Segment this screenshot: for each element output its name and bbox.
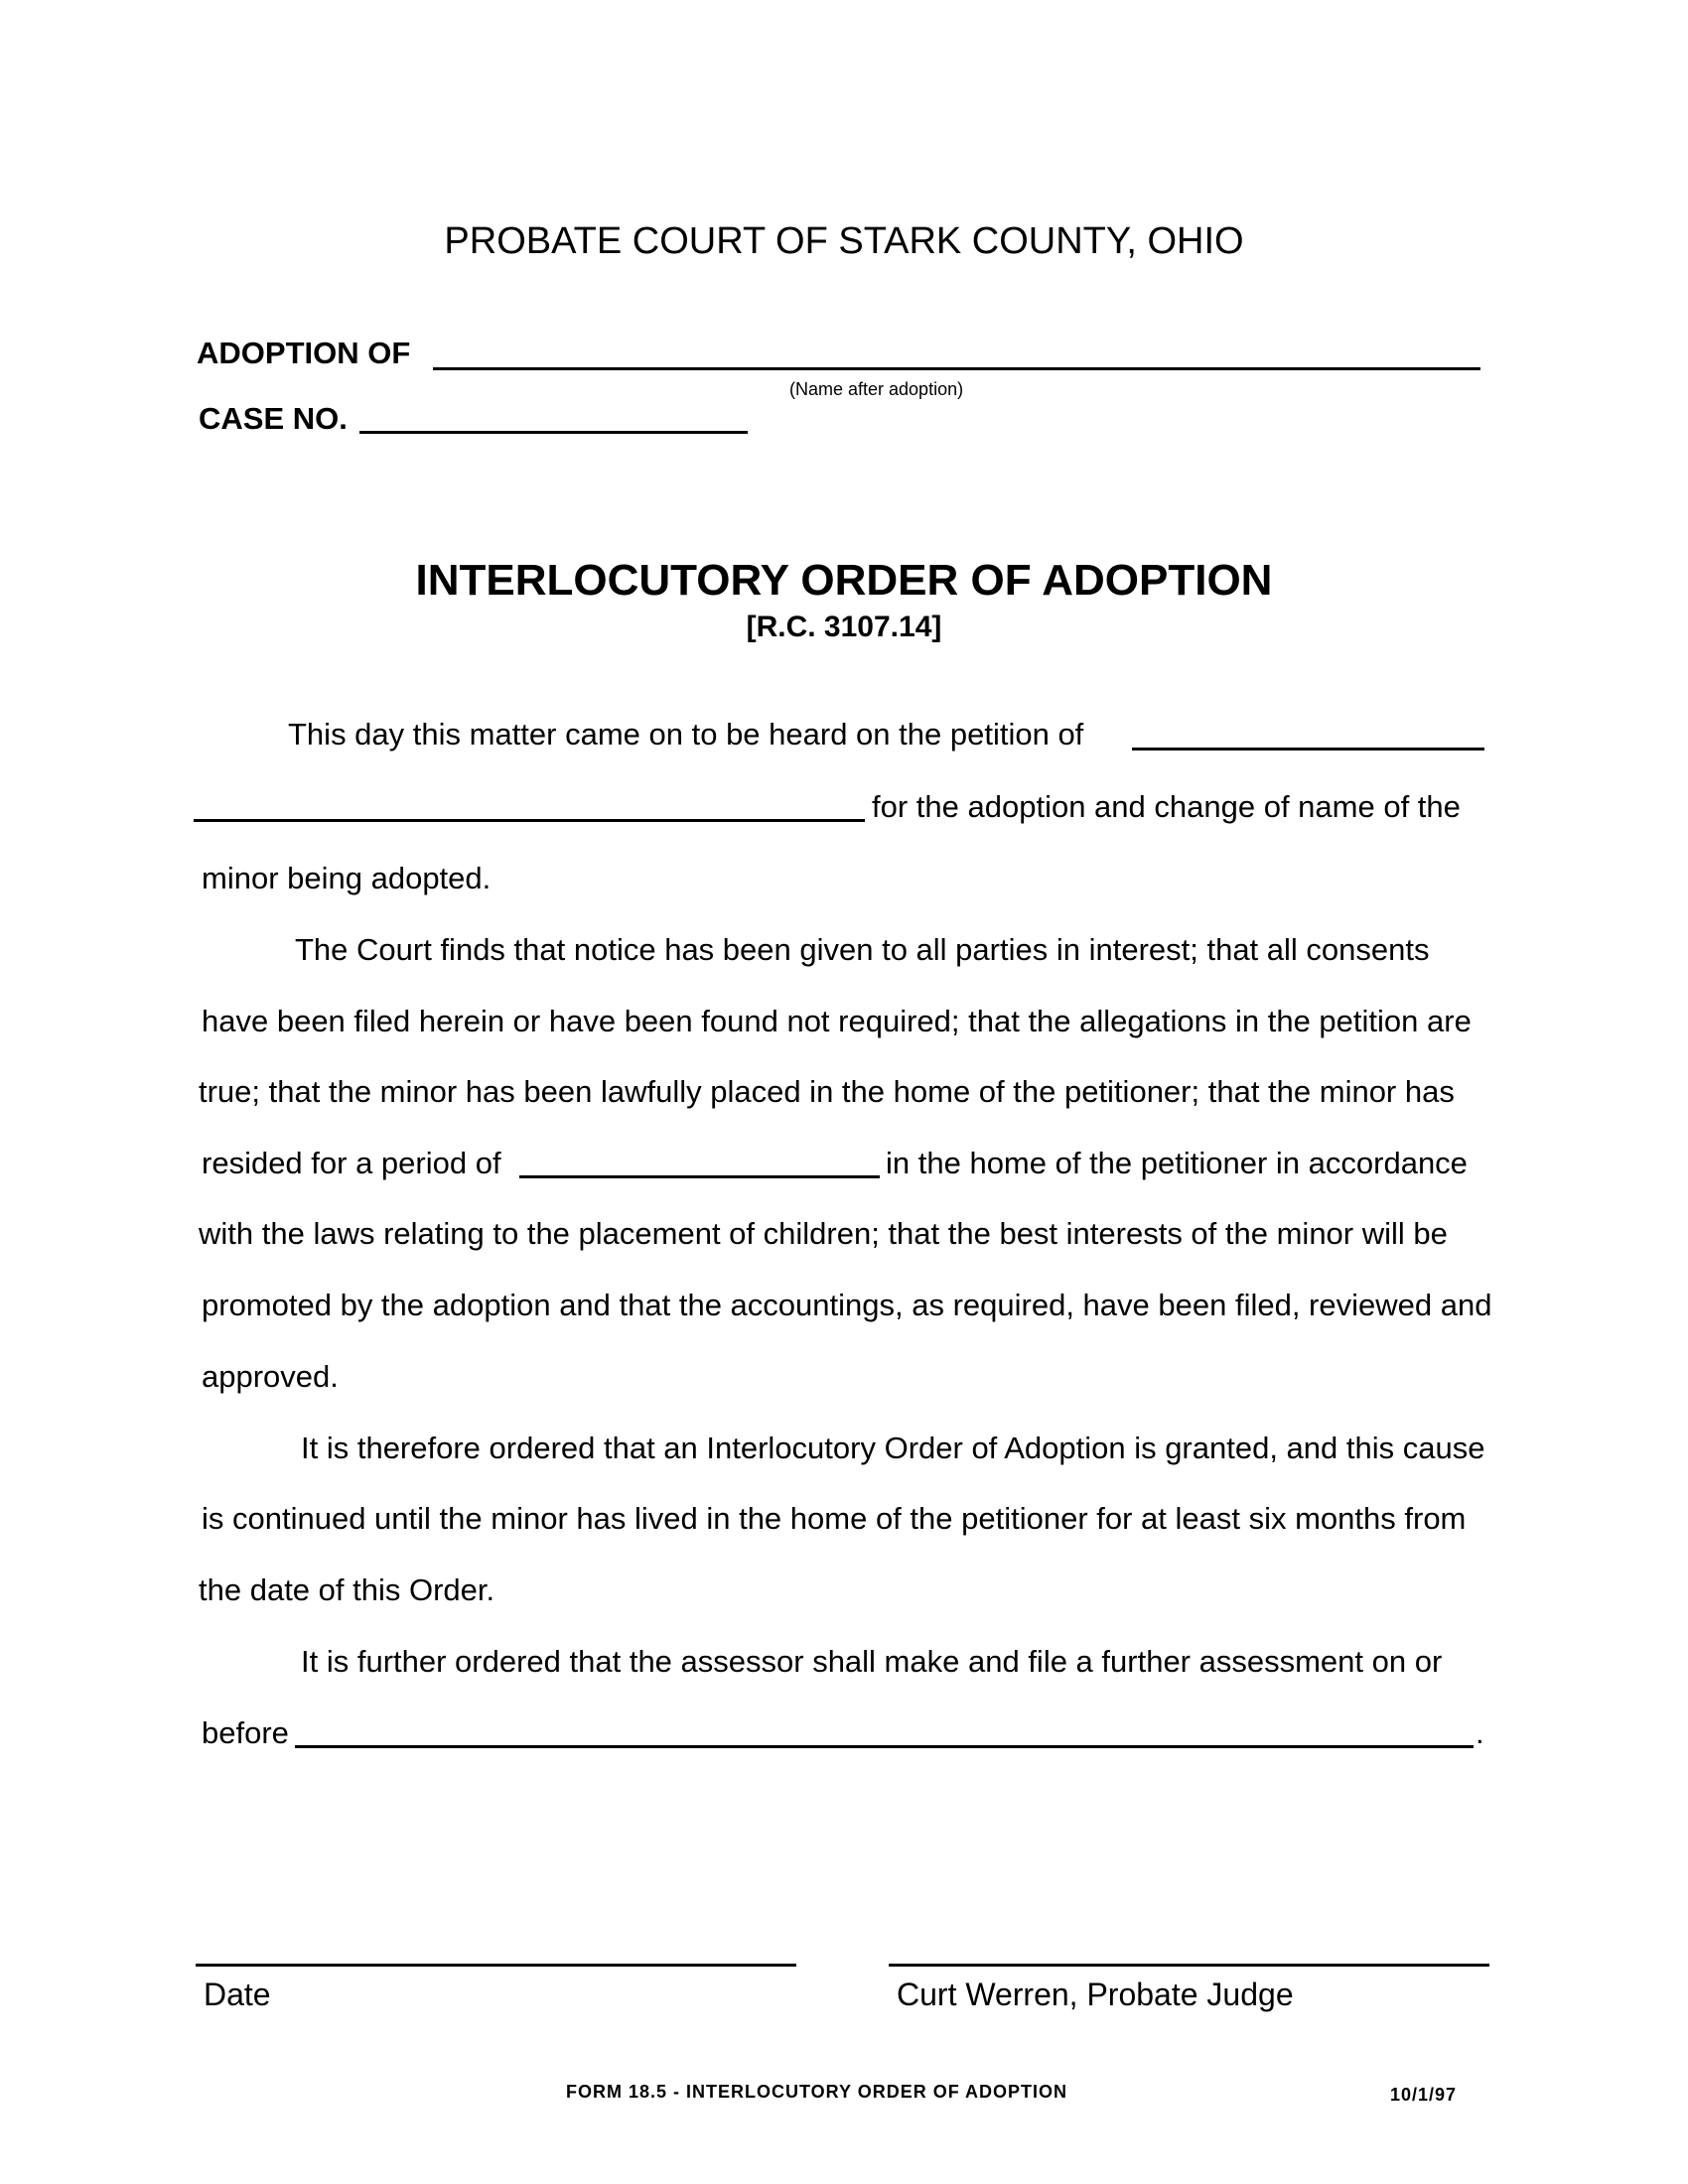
p1-line1: This day this matter came on to be heard on the petition of — [288, 717, 1084, 751]
judge-label: Curt Werren, Probate Judge — [897, 1977, 1294, 2012]
form-revision-date: 10/1/97 — [1390, 2085, 1458, 2105]
case-no-label: CASE NO. — [199, 401, 348, 436]
p2-line4-pre: resided for a period of — [202, 1146, 501, 1180]
p1-line2: for the adoption and change of name of the — [872, 789, 1461, 824]
judge-signature-line[interactable] — [889, 1964, 1489, 1967]
date-label: Date — [204, 1977, 271, 2012]
date-signature-line[interactable] — [196, 1964, 796, 1967]
p2-line1: The Court finds that notice has been given to all parties in interest; that all consents — [295, 932, 1430, 967]
p3-line1: It is therefore ordered that an Interlocutory Order of Adoption is granted, and this cause — [301, 1431, 1485, 1465]
p4-line1: It is further ordered that the assessor shall make and file a further assessment on or — [301, 1644, 1443, 1679]
p4-line2-post: . — [1476, 1715, 1484, 1750]
p2-line4-post: in the home of the petitioner in accordance — [886, 1146, 1468, 1180]
p3-line2: is continued until the minor has lived in the home of the petitioner for at least six months from — [202, 1501, 1467, 1536]
p4-line2-pre: before — [202, 1715, 289, 1750]
form-footer-label: FORM 18.5 - INTERLOCUTORY ORDER OF ADOPTION — [566, 2082, 1068, 2102]
assessment-date-line[interactable] — [295, 1745, 1474, 1748]
name-after-adoption-caption: (Name after adoption) — [789, 379, 964, 399]
residence-period-line[interactable] — [519, 1175, 880, 1178]
p3-line3: the date of this Order. — [199, 1572, 495, 1607]
p1-line3: minor being adopted. — [202, 861, 492, 895]
p2-line2: have been filed herein or have been found not required; that the allegations in the petition are — [202, 1004, 1472, 1038]
p2-line5: with the laws relating to the placement of children; that the best interests of the minor will be — [199, 1216, 1448, 1251]
p2-line6: promoted by the adoption and that the accountings, as required, have been filed, reviewed and — [202, 1288, 1492, 1322]
adoption-of-label: ADOPTION OF — [197, 336, 411, 370]
petitioner-line-1[interactable] — [1132, 748, 1484, 751]
petitioner-line-2[interactable] — [194, 819, 865, 822]
p2-line3: true; that the minor has been lawfully placed in the home of the petitioner; that the minor has — [199, 1074, 1455, 1109]
document-title: INTERLOCUTORY ORDER OF ADOPTION — [415, 556, 1273, 605]
statute-reference: [R.C. 3107.14] — [746, 611, 942, 643]
adoption-name-line[interactable] — [433, 367, 1480, 370]
court-title: PROBATE COURT OF STARK COUNTY, OHIO — [444, 220, 1244, 262]
p2-line7: approved. — [202, 1359, 339, 1394]
case-no-line[interactable] — [359, 431, 748, 434]
